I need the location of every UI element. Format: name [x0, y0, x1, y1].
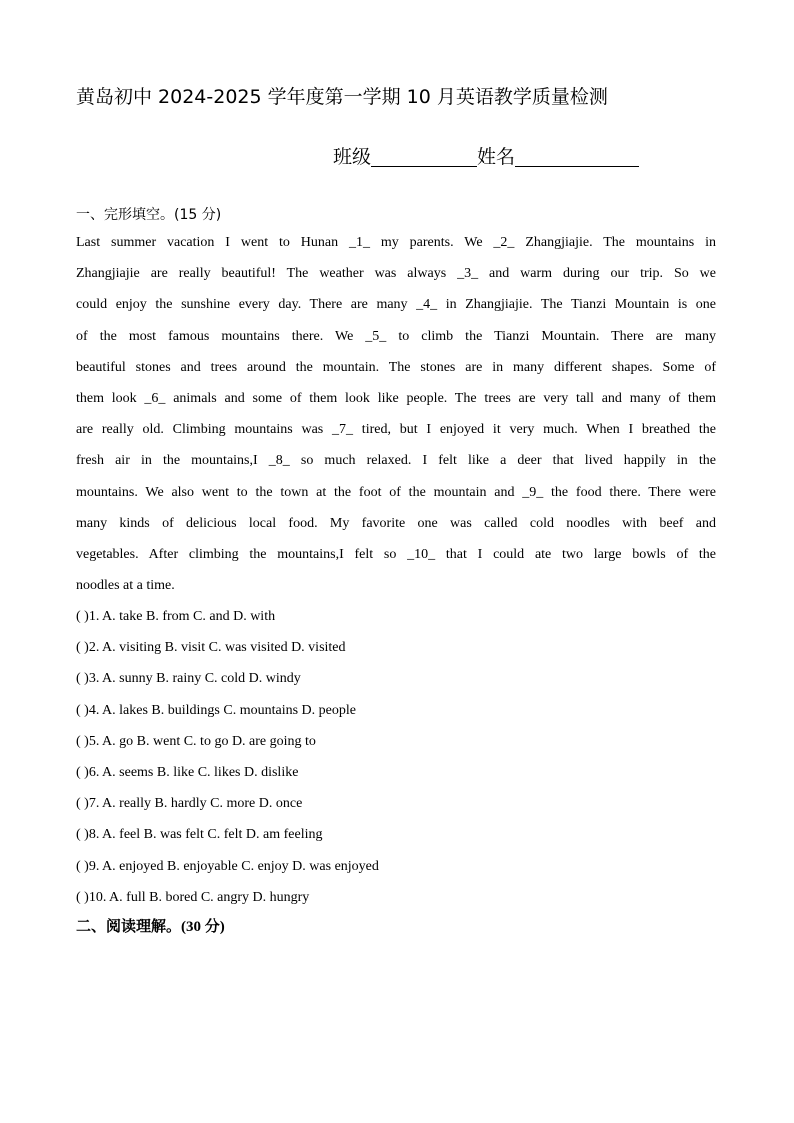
passage-line: mountains. We also went to the town at the foot of the mountain and _9_ the food there. There were — [76, 485, 716, 500]
passage-line: Zhangjiajie are really beautiful! The weather was always _3_ and warm during our trip. So we — [76, 266, 716, 281]
question-option-row: ( )4. A. lakes B. buildings C. mountains D. people — [76, 703, 356, 718]
question-option-row: ( )10. A. full B. bored C. angry D. hungry — [76, 890, 310, 905]
passage-line: many kinds of delicious local food. My favorite one was called cold noodles with beef and — [76, 516, 716, 531]
section2-heading-text: 二、阅读理解。 — [76, 917, 182, 935]
question-option-row: ( )5. A. go B. went C. to go D. are going to — [76, 734, 316, 749]
passage-line: them look _6_ animals and some of them look like people. The trees are very tall and many of them — [76, 391, 716, 406]
class-label: 班级 — [333, 146, 372, 168]
question-option-row: ( )9. A. enjoyed B. enjoyable C. enjoy D. was enjoyed — [76, 859, 379, 874]
exam-title: 黄岛初中 2024-2025 学年度第一学期 10 月英语教学质量检测 — [76, 86, 608, 108]
name-label: 姓名 — [477, 146, 516, 168]
question-option-row: ( )8. A. feel B. was felt C. felt D. am feeling — [76, 827, 323, 842]
passage-line: beautiful stones and trees around the mountain. The stones are in many different shapes. Some of — [76, 360, 716, 375]
name-blank[interactable] — [515, 148, 639, 167]
section1-heading: 一、完形填空。(15 分) — [76, 207, 222, 223]
passage-line: of the most famous mountains there. We _5_ to climb the Tianzi Mountain. There are many — [76, 329, 716, 344]
passage-line: fresh air in the mountains,I _8_ so much relaxed. I felt like a deer that lived happily in the — [76, 453, 716, 468]
student-info-fields — [333, 142, 639, 169]
passage-line: noodles at a time. — [76, 578, 175, 593]
section2-heading-score: (30 分) — [181, 919, 225, 935]
section2-heading — [76, 915, 225, 936]
class-blank[interactable] — [371, 148, 477, 167]
passage-line: could enjoy the sunshine every day. There are many _4_ in Zhangjiajie. The Tianzi Mountain is one — [76, 297, 716, 312]
question-option-row: ( )3. A. sunny B. rainy C. cold D. windy — [76, 671, 301, 686]
passage-line: vegetables. After climbing the mountains,I felt so _10_ that I could ate two large bowls of the — [76, 547, 716, 562]
question-option-row: ( )6. A. seems B. like C. likes D. dislike — [76, 765, 299, 780]
question-option-row: ( )2. A. visiting B. visit C. was visited D. visited — [76, 640, 346, 655]
question-option-row: ( )7. A. really B. hardly C. more D. once — [76, 796, 303, 811]
question-option-row: ( )1. A. take B. from C. and D. with — [76, 609, 276, 624]
passage-line: are really old. Climbing mountains was _7_ tired, but I enjoyed it very much. When I breathed the — [76, 422, 716, 437]
passage-line: Last summer vacation I went to Hunan _1_ my parents. We _2_ Zhangjiajie. The mountains in — [76, 235, 716, 250]
